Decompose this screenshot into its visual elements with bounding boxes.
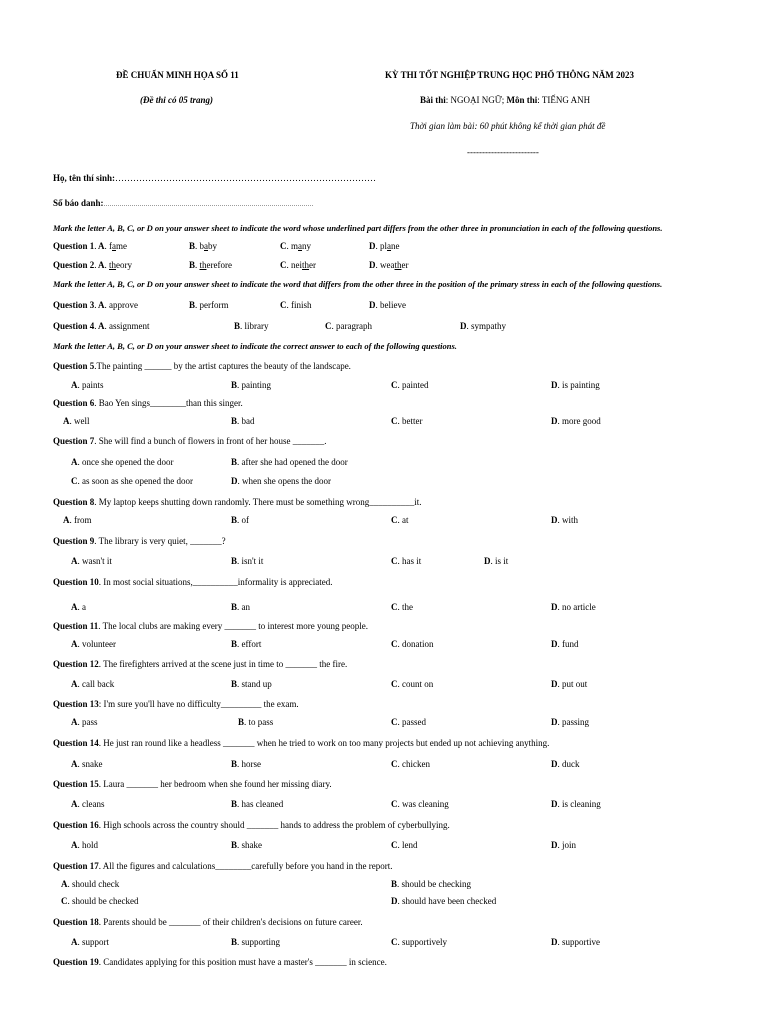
option-a: A. from [63,515,92,525]
question-label: Question 9 [53,536,95,546]
question-stem: Question 17. All the figures and calculations________carefully before you hand in the report. [53,861,393,871]
option-d: D. no article [551,602,596,612]
option-a: A. well [63,416,90,426]
question-label: Question 12 [53,659,99,669]
option-d: D. passing [551,717,589,727]
question-label: Question 6 [53,398,95,408]
option-a: A. once she opened the door [71,457,174,467]
option-d: D. believe [369,300,406,310]
instruction-stress: Mark the letter A, B, C, or D on your answer sheet to indicate the word that differs from the other three in the position of the primary stress in each of the following questions. [53,279,663,289]
option-a: A. support [71,937,109,947]
option-a: A. volunteer [71,639,116,649]
subject-value-2: : TIẾNG ANH [537,95,591,105]
question-label: Question 4 [53,321,95,331]
option-c: C. passed [391,717,426,727]
option-d: D. supportive [551,937,600,947]
question-stem: Question 9. The library is very quiet, _______? [53,536,226,546]
subject-label-2: Môn thi [506,95,538,105]
question-stem: Question 12. The firefighters arrived at the scene just in time to _______ the fire. [53,659,348,669]
instruction-correct-answer: Mark the letter A, B, C, or D on your answer sheet to indicate the correct answer to each of the following questions. [53,341,457,351]
question-label: Question 18 [53,917,99,927]
candidate-name-label: Họ, tên thí sinh: [53,173,116,183]
option-d: D. is painting [551,380,600,390]
option-a: A. wasn't it [71,556,112,566]
page-count-note: (Đề thi có 05 trang) [140,95,213,105]
option-c: C. painted [391,380,429,390]
option-a: A. assignment [98,321,150,331]
option-b: B. therefore [189,260,233,270]
option-c: C. supportively [391,937,447,947]
option-d: D. duck [551,759,580,769]
question-stem: Question 3. [53,300,97,310]
question-label: Question 15 [53,779,99,789]
option-c: C. lend [391,840,418,850]
question-stem: Question 7. She will find a bunch of flowers in front of her house _______. [53,436,327,446]
question-stem: Question 6. Bao Yen sings________than this singer. [53,398,243,408]
option-a: A. approve [98,300,138,310]
question-stem: Question 16. High schools across the country should _______ hands to address the problem of cyberbullying. [53,820,450,830]
option-c: C. neither [280,260,317,270]
question-stem: Question 8. My laptop keeps shutting down randomly. There must be something wrong__________it. [53,497,422,507]
option-b: B. of [231,515,250,525]
question-stem: Question 14. He just ran round like a headless _______ when he tried to work on too many projects but ended up not achieving anything. [53,738,550,748]
question-stem: Question 2. [53,260,97,270]
candidate-id-field [53,198,314,211]
option-c: C. should be checked [61,896,139,906]
question-label: Question 11 [53,621,99,631]
option-c: C. was cleaning [391,799,449,809]
option-c: C. paragraph [325,321,372,331]
option-b: B. has cleaned [231,799,284,809]
option-d: D. put out [551,679,588,689]
option-b: B. perform [189,300,229,310]
option-b: B. effort [231,639,262,649]
option-b: B. after she had opened the door [231,457,348,467]
option-d: D. weather [369,260,409,270]
option-b: B. should be checking [391,879,471,889]
header-divider: ------------------------ [467,147,539,157]
option-b: B. an [231,602,251,612]
option-c: C. better [391,416,423,426]
question-stem: Question 13: I'm sure you'll have no difficulty_________ the exam. [53,699,299,709]
option-a: A. call back [71,679,115,689]
question-label: Question 5 [53,361,95,371]
option-b: B. baby [189,241,218,251]
question-label: Question 2 [53,260,95,270]
option-d: D. with [551,515,579,525]
subject-label-1: Bài thi [420,95,446,105]
option-d: D. join [551,840,577,850]
subject-line [420,95,590,106]
question-label: Question 17 [53,861,99,871]
option-a: A. paints [71,380,104,390]
candidate-id-dots: …………………………………………………………………………………………… [103,202,314,208]
option-b: B. library [234,321,269,331]
option-c: C. finish [280,300,312,310]
question-label: Question 1 [53,241,95,251]
exam-code-title: ĐỀ CHUẨN MINH HỌA SỐ 11 [116,70,239,80]
candidate-name-dots: …………………………………………………………………………… [115,173,377,183]
option-c: C. many [280,241,312,251]
instruction-pronunciation: Mark the letter A, B, C, or D on your answer sheet to indicate the word whose underlined part differs from the other three in pronunciation in each of the following questions. [53,223,663,233]
question-label: Question 16 [53,820,99,830]
option-d: D. is it [484,556,509,566]
option-a: A. cleans [71,799,105,809]
option-d: D. should have been checked [391,896,497,906]
question-stem: Question 11. The local clubs are making every _______ to interest more young people. [53,621,369,631]
option-d: D. when she opens the door [231,476,331,486]
option-c: C. the [391,602,413,612]
option-d: D. fund [551,639,579,649]
question-stem: Question 1. [53,241,97,251]
option-a: A. should check [61,879,120,889]
option-c: C. as soon as she opened the door [71,476,193,486]
option-b: B. isn't it [231,556,264,566]
option-d: D. plane [369,241,400,251]
option-a: A. hold [71,840,99,850]
candidate-id-label: Số báo danh: [53,198,104,208]
option-b: B. stand up [231,679,272,689]
option-b: B. shake [231,840,263,850]
option-c: C. count on [391,679,434,689]
option-b: B. painting [231,380,272,390]
option-a: A. theory [98,260,133,270]
question-stem: Question 4. [53,321,97,331]
question-label: Question 19 [53,957,99,967]
question-stem: Question 19. Candidates applying for this position must have a master's _______ in science. [53,957,387,967]
time-note: Thời gian làm bài: 60 phút không kể thời gian phát đề [410,121,606,131]
option-b: B. supporting [231,937,281,947]
exam-title: KỲ THI TỐT NGHIỆP TRUNG HỌC PHỔ THÔNG NĂM 2023 [385,70,634,80]
question-label: Question 13 [53,699,99,709]
question-label: Question 7 [53,436,95,446]
question-label: Question 8 [53,497,95,507]
option-b: B. to pass [238,717,274,727]
question-stem: Question 15. Laura _______ her bedroom when she found her missing diary. [53,779,332,789]
subject-value-1: : NGOẠI NGỮ; [445,95,507,105]
candidate-name-field [53,173,376,184]
option-a: A. pass [71,717,98,727]
option-b: B. bad [231,416,255,426]
question-stem: Question 10. In most social situations,__________informality is appreciated. [53,577,333,587]
question-stem: Question 18. Parents should be _______ of their children's decisions on future career. [53,917,363,927]
option-c: C. chicken [391,759,430,769]
option-c: C. at [391,515,409,525]
option-d: D. more good [551,416,601,426]
question-label: Question 14 [53,738,99,748]
option-c: C. has it [391,556,422,566]
option-b: B. horse [231,759,262,769]
option-a: A. a [71,602,86,612]
option-a: A. snake [71,759,103,769]
option-a: A. fame [98,241,127,251]
option-c: C. donation [391,639,434,649]
option-d: D. sympathy [460,321,506,331]
option-d: D. is cleaning [551,799,601,809]
question-label: Question 10 [53,577,99,587]
question-stem: Question 5.The painting ______ by the artist captures the beauty of the landscape. [53,361,351,371]
question-label: Question 3 [53,300,95,310]
